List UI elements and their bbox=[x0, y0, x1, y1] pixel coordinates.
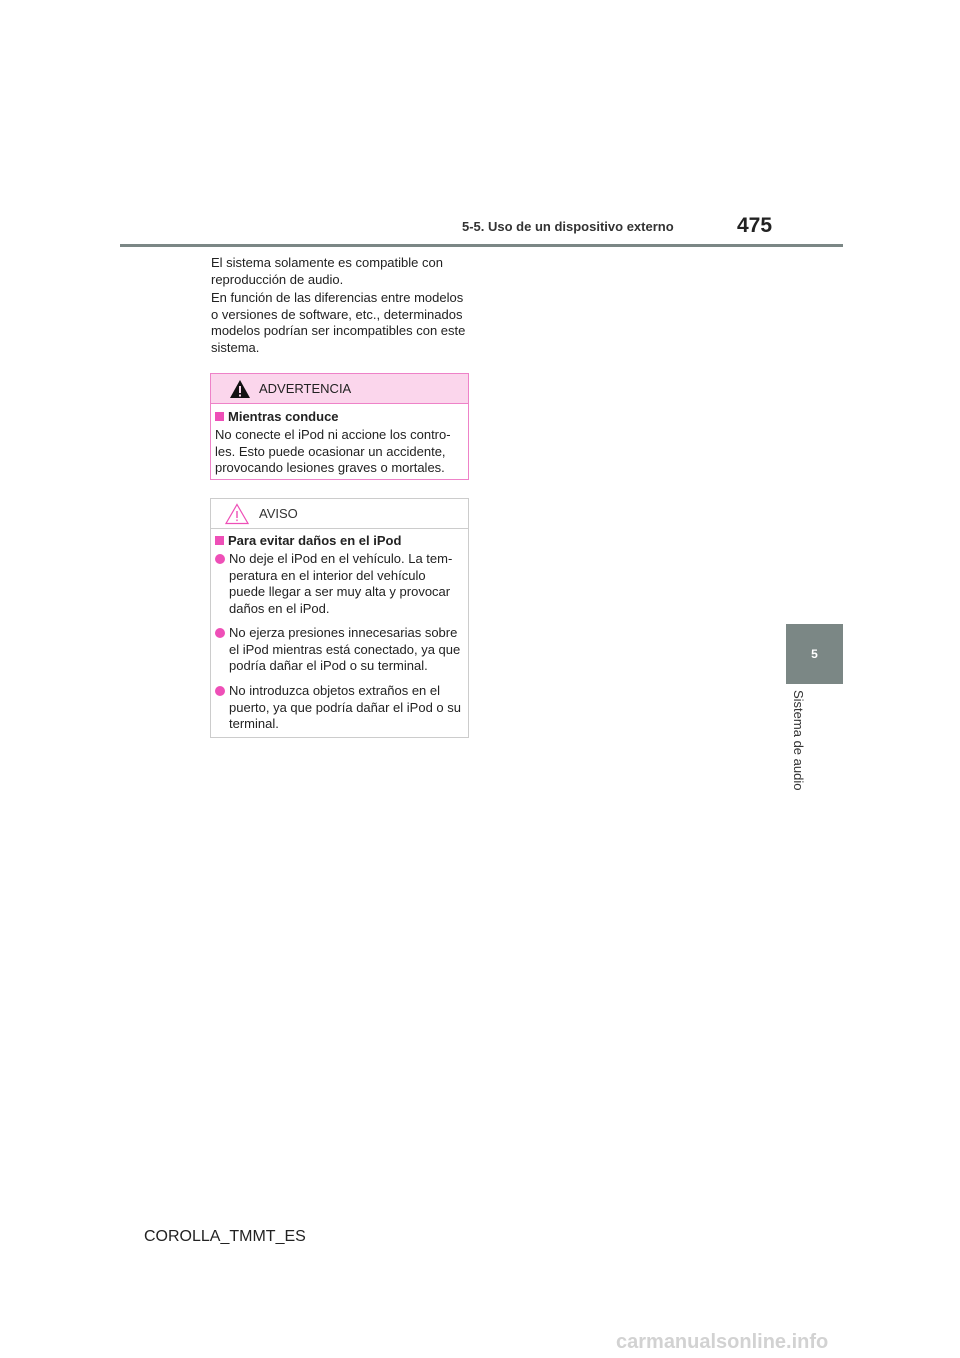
caution-heading bbox=[215, 533, 401, 548]
warning-heading bbox=[215, 409, 339, 424]
chapter-tab bbox=[786, 624, 843, 684]
round-bullet-icon bbox=[215, 686, 225, 696]
square-bullet-icon bbox=[215, 412, 224, 421]
chapter-number: 5 bbox=[811, 647, 818, 661]
warning-box bbox=[210, 373, 469, 480]
list-item-text: No ejerza presiones innecesarias sobre el iPod mientras está conectado, ya que podría dañar el iPod o su terminal. bbox=[229, 625, 461, 673]
intro-paragraph-1: El sistema solamente es compatible con reproducción de audio. bbox=[211, 255, 443, 287]
square-bullet-icon bbox=[215, 536, 224, 545]
warning-header bbox=[211, 374, 468, 404]
round-bullet-icon bbox=[215, 554, 225, 564]
chapter-label: Sistema de audio bbox=[791, 690, 806, 791]
caution-header bbox=[211, 499, 468, 529]
caution-triangle-icon bbox=[225, 503, 249, 525]
header-rule bbox=[120, 244, 843, 247]
warning-triangle-icon bbox=[229, 379, 251, 399]
list-item bbox=[215, 625, 465, 675]
caution-box bbox=[210, 498, 469, 738]
list-item-text: No deje el iPod en el vehículo. La tem-peratura en el interior del vehículo puede llegar a ser muy alta y provocar daños en el iPod. bbox=[229, 551, 453, 616]
watermark: carmanualsonline.info bbox=[616, 1331, 829, 1353]
caution-heading-text: Para evitar daños en el iPod bbox=[228, 533, 402, 548]
round-bullet-icon bbox=[215, 628, 225, 638]
list-item-text: No introduzca objetos extraños en el puerto, ya que podría dañar el iPod o su terminal. bbox=[229, 683, 461, 731]
list-item bbox=[215, 551, 465, 617]
warning-heading-text: Mientras conduce bbox=[228, 409, 339, 424]
page-number: 475 bbox=[737, 214, 773, 237]
document-code: COROLLA_TMMT_ES bbox=[144, 1228, 306, 1245]
warning-title: ADVERTENCIA bbox=[259, 381, 352, 396]
list-item bbox=[215, 683, 465, 733]
warning-text: No conecte el iPod ni accione los contro-les. Esto puede ocasionar un accidente, provocando lesiones graves o mortales. bbox=[215, 427, 451, 475]
section-title: 5-5. Uso de un dispositivo externo bbox=[462, 219, 674, 234]
caution-title: AVISO bbox=[259, 506, 298, 521]
intro-paragraph-2: En función de las diferencias entre modelos o versiones de software, etc., determinados modelos podrían ser incompatibles con este sistema. bbox=[211, 290, 466, 355]
